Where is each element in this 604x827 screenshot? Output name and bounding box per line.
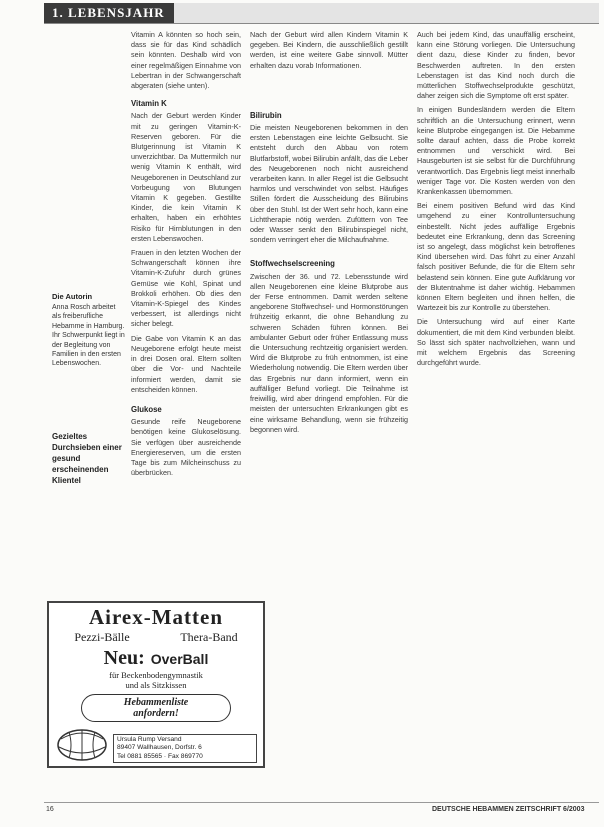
section-heading-stoffwechselscreening: Stoffwechselscreening [250,259,335,269]
pull-quote: Gezieltes Durchsieben einer gesund erscheinenden Klientel [52,432,122,485]
ad-address [113,734,257,763]
ad-address-line: 89407 Wallhausen, Dorfstr. 6 [117,744,202,752]
ad-products-row [49,630,263,645]
paragraph: Die Gabe von Vitamin K an das Neugeborene erfolgt heute meist in drei Dosen oral. Eltern sollten über die Vor- und Nachteile informiert werden, damit sie entscheiden können. [131,333,241,394]
ad-address-line: Tel 0881 85565 · Fax 869770 [117,752,203,760]
column-1 [131,30,241,482]
ad-title: Airex-Matten [88,605,224,629]
author-heading: Die Autorin [52,292,93,301]
paragraph: Die meisten Neugeborenen bekommen in den ersten Lebenstagen eine leichte Gelbsucht. Sie entsteht durch den Abbau von rotem Blutfarbstoff, wobei Bilirubin anfällt, das die Leber des Neugeborenen noch nicht ausreichend verarbeiten kann. In aller Regel ist die Gelbsucht harmlos und verschwindet von selbst. Häufiges Stillen fördert die Ausscheidung des Bilirubins über den Stuhl. Ist der Wert sehr hoch, kann eine Lichttherapie nötig werden. Zufüttern von Tee oder Wasser senkt den Bilirubinspiegel nicht, sondern verringert eher die Milchaufnahme. [250,123,408,245]
paragraph: Auch bei jedem Kind, das unauffällig erscheint, kann eine Störung vorliegen. Die Untersuchung dient dazu, diese Kinder zu finden, bevor Beschwerden auftreten. In den ersten Lebenstagen ist das Kind noch durch die mütterlichen Stoffwechselprodukte geschützt, daher zeigen sich die Symptome oft erst später. [417,30,575,101]
column-2 [250,30,408,439]
ad-request-box [81,694,231,722]
paragraph: Bei einem positiven Befund wird das Kind umgehend zu einer Kontrolluntersuchung einbestellt. Nicht jedes auffällige Ergebnis bedeutet eine Erkrankung, denn das Screening ist so angelegt, dass möglichst kein betroffenes Kind übersehen wird. Das führt zu einer Anzahl falsch positiver Befunde, die für die Eltern sehr belastend sein können. Eine gute Aufklärung vor der Blutentnahme ist daher wichtig. Hebammen können Eltern begleiten und ihnen helfen, die Wartezeit bis zur Kontrolle zu überstehen. [417,201,575,313]
ad-new-product [49,647,263,670]
advertisement [47,601,265,768]
chapter-header [44,3,599,24]
paragraph: Vitamin A könnten so hoch sein, dass sie für das Kind schädlich sein könnten. Deshalb wird von einer regelmäßigen Einnahme von Lebertran in der Schwangerschaft abgeraten (siehe unten). [131,30,241,91]
paragraph: In einigen Bundesländern werden die Eltern schriftlich an die Untersuchung erinnert, wenn keine Blutprobe eingegangen ist. Die Hebamme sollte darauf achten, dass die Probe korrekt entnommen und verschickt wird. Bei Hausgeburten ist sie selbst für die Durchführung verantwortlich. Das Ergebnis liegt meist innerhalb weniger Tage vor. Die Kosten werden von den Krankenkassen übernommen. [417,105,575,197]
ad-bottom [49,725,263,763]
section-heading-glukose: Glukose [131,404,162,414]
paragraph: Zwischen der 36. und 72. Lebensstunde wird allen Neugeborenen eine kleine Blutprobe aus der Ferse entnommen. Damit werden seltene angeborene Stoffwechsel- und Hormonstörungen frühzeitig erkannt, die ohne Behandlung zu schweren Schäden führen können. Bei ambulanter Geburt oder früher Entlassung muss die Untersuchung rechtzeitig organisiert werden. Wird die Blutprobe zu früh entnommen, ist eine Wiederholung notwendig. Die Eltern werden über das Ergebnis nur dann informiert, wenn ein auffälliger Befund vorliegt. Die Teilnahme ist freiwillig, wird aber dringend empfohlen. Für die meisten der untersuchten Erkrankungen gibt es eine wirksame Behandlung, wenn sie frühzeitig begonnen wird. [250,271,408,434]
ad-line: für Beckenbodengymnastik [109,670,203,680]
section-heading-vitamin-k: Vitamin K [131,99,167,109]
section-heading-bilirubin: Bilirubin [250,110,282,120]
page-number: 16 [46,806,54,813]
ad-new-product-name: OverBall [150,651,209,667]
paragraph: Gesunde reife Neugeborene benötigen keine Glukoselösung. Sie verfügen über ausreichende Energiereserven, um die ersten Tage bis zum Milcheinschuss zu überbrücken. [131,417,241,478]
paragraph: Nach der Geburt werden Kinder mit zu geringen Vitamin-K-Reserven geboren. Für die Blutgerinnung ist Vitamin K unverzichtbar. Da Muttermilch nur wenig Vitamin K enthält, wird Neugeborenen in Deutschland zur Vorbeugung von Blutungen Vitamin K gegeben. Gestillte Kinder, die kein Vitamin K erhalten, haben ein erhöhtes Risiko für Hirnblutungen in den ersten Lebenswochen. [131,111,241,243]
ad-request-line: anfordern! [133,708,179,719]
paragraph: Frauen in den letzten Wochen der Schwangerschaft können ihre Vitamin-K-Zufuhr durch grünes Gemüse wie Kohl, Spinat und Brokkoli erhöhen. Ob dies den Vitamin-K-Spiegel des Kindes verbessert, ist allerdings nicht sicher belegt. [131,248,241,329]
ad-line: und als Sitzkissen [125,680,187,690]
footer-divider [44,802,599,803]
column-3 [417,30,575,373]
ad-request-line: Hebammenliste [123,697,189,708]
ball-logo-icon [55,725,109,763]
ad-product-item: Thera-Band [180,630,238,644]
journal-name: DEUTSCHE HEBAMMEN ZEITSCHRIFT 6/2003 [432,806,585,813]
author-bio: Anna Rosch arbeitet als freiberufliche Hebamme in Hamburg. Ihr Schwerpunkt liegt in der Begleitung von Familien in den ersten Lebenswochen. [52,304,125,368]
chapter-label: 1. LEBENSJAHR [44,3,174,23]
ad-address-line: Ursula Rump Versand [117,735,182,743]
ad-new-label: Neu: [103,647,145,669]
paragraph: Nach der Geburt wird allen Kindern Vitamin K gegeben. Bei Kindern, die ausschließlich gestillt werden, ist eine weitere Gabe sinnvoll. Mütter erhalten dazu vorab Informationen. [250,30,408,70]
ad-product-item: Pezzi-Bälle [74,630,130,644]
paragraph: Die Untersuchung wird auf einer Karte dokumentiert, die mit dem Kind verbunden bleibt. So lässt sich später nachvollziehen, wann und mit welchem Ergebnis das Screening durchgeführt wurde. [417,317,575,368]
